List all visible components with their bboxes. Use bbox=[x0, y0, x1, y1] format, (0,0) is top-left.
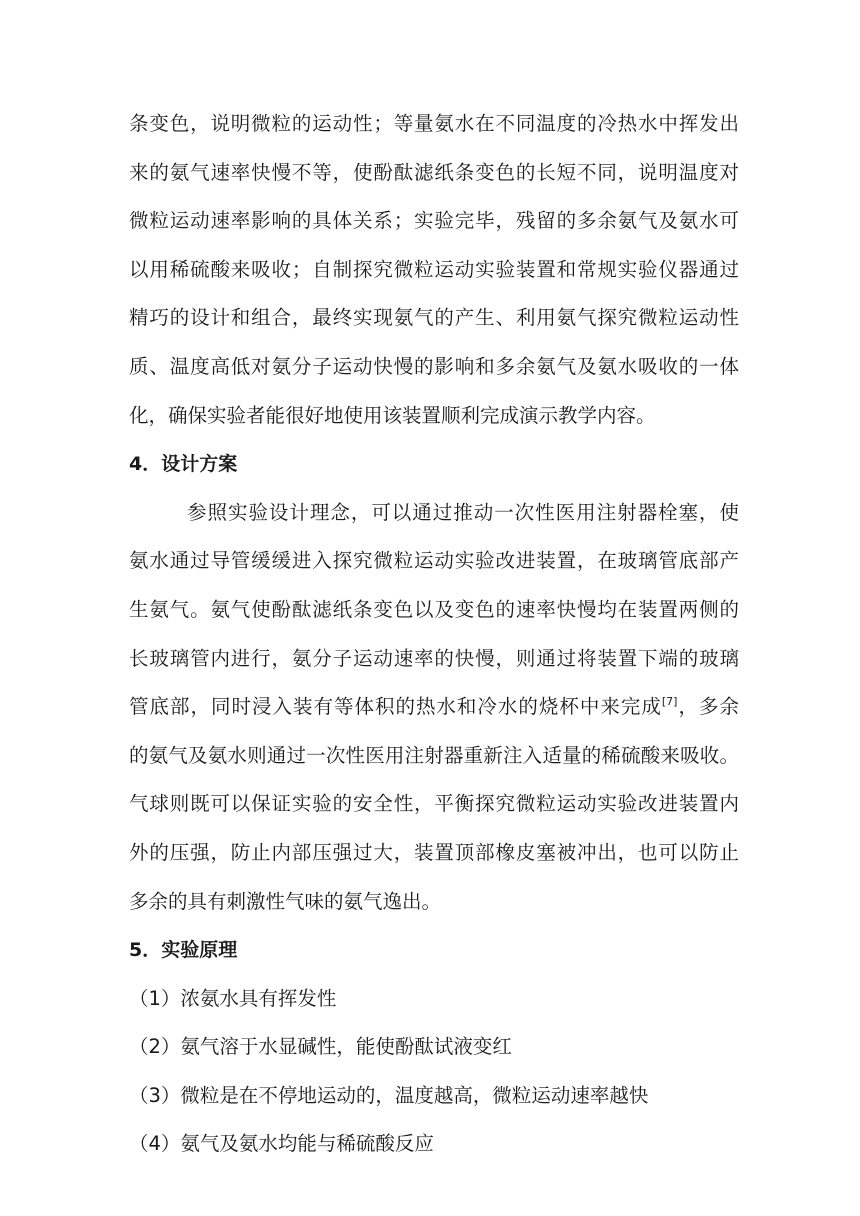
paragraph-line bbox=[129, 683, 739, 732]
paragraph-line: 气球则既可以保证实验的安全性，平衡探究微粒运动实验改进装置内 bbox=[129, 792, 739, 816]
principle-item: （2）氨气溶于水显碱性，能使酚酞试液变红 bbox=[129, 1035, 512, 1059]
line-text: 管底部，同时浸入装有等体积的热水和冷水的烧杯中来完成 bbox=[129, 695, 662, 719]
paragraph-line: 外的压强，防止内部压强过大，装置顶部橡皮塞被冲出，也可以防止 bbox=[129, 840, 739, 864]
paragraph-line: 以用稀硫酸来吸收；自制探究微粒运动实验装置和常规实验仪器通过 bbox=[129, 257, 739, 281]
line-text: ，多余 bbox=[677, 695, 739, 719]
principle-item: （3）微粒是在不停地运动的，温度越高，微粒运动速率越快 bbox=[129, 1083, 649, 1107]
paragraph-line: 生氨气。氨气使酚酞滤纸条变色以及变色的速率快慢均在装置两侧的 bbox=[129, 597, 739, 621]
section-heading-design: 4．设计方案 bbox=[129, 453, 238, 476]
paragraph-line: 精巧的设计和组合，最终实现氨气的产生、利用氨气探究微粒运动性 bbox=[129, 306, 739, 330]
paragraph-line: 参照实验设计理念，可以通过推动一次性医用注射器栓塞，使 bbox=[187, 500, 739, 524]
design-paragraph bbox=[129, 489, 739, 926]
paragraph-line: 的氨气及氨水则通过一次性医用注射器重新注入适量的稀硫酸来吸收。 bbox=[129, 743, 739, 767]
paragraph-line: 微粒运动速率影响的具体关系；实验完毕，残留的多余氨气及氨水可 bbox=[129, 209, 739, 233]
citation-ref: [7] bbox=[661, 695, 678, 709]
section-heading-principle: 5．实验原理 bbox=[129, 939, 238, 962]
principle-item: （4）氨气及氨水均能与稀硫酸反应 bbox=[129, 1132, 434, 1156]
paragraph-line: 氨水通过导管缓缓进入探究微粒运动实验改进装置，在玻璃管底部产 bbox=[129, 549, 739, 573]
document-page bbox=[129, 100, 739, 1169]
principle-item: （1）浓氨水具有挥发性 bbox=[129, 986, 337, 1010]
paragraph-line: 质、温度高低对氨分子运动快慢的影响和多余氨气及氨水吸收的一体 bbox=[129, 354, 739, 378]
paragraph-line: 多余的具有刺激性气味的氨气逸出。 bbox=[129, 889, 442, 913]
paragraph-line: 化，确保实验者能很好地使用该装置顺利完成演示教学内容。 bbox=[129, 403, 656, 427]
paragraph-line: 来的氨气速率快慢不等，使酚酞滤纸条变色的长短不同，说明温度对 bbox=[129, 160, 739, 184]
paragraph-line: 条变色，说明微粒的运动性；等量氨水在不同温度的冷热水中挥发出 bbox=[129, 112, 739, 135]
intro-paragraph bbox=[129, 100, 739, 440]
paragraph-line: 长玻璃管内进行，氨分子运动速率的快慢，则通过将装置下端的玻璃 bbox=[129, 646, 739, 670]
